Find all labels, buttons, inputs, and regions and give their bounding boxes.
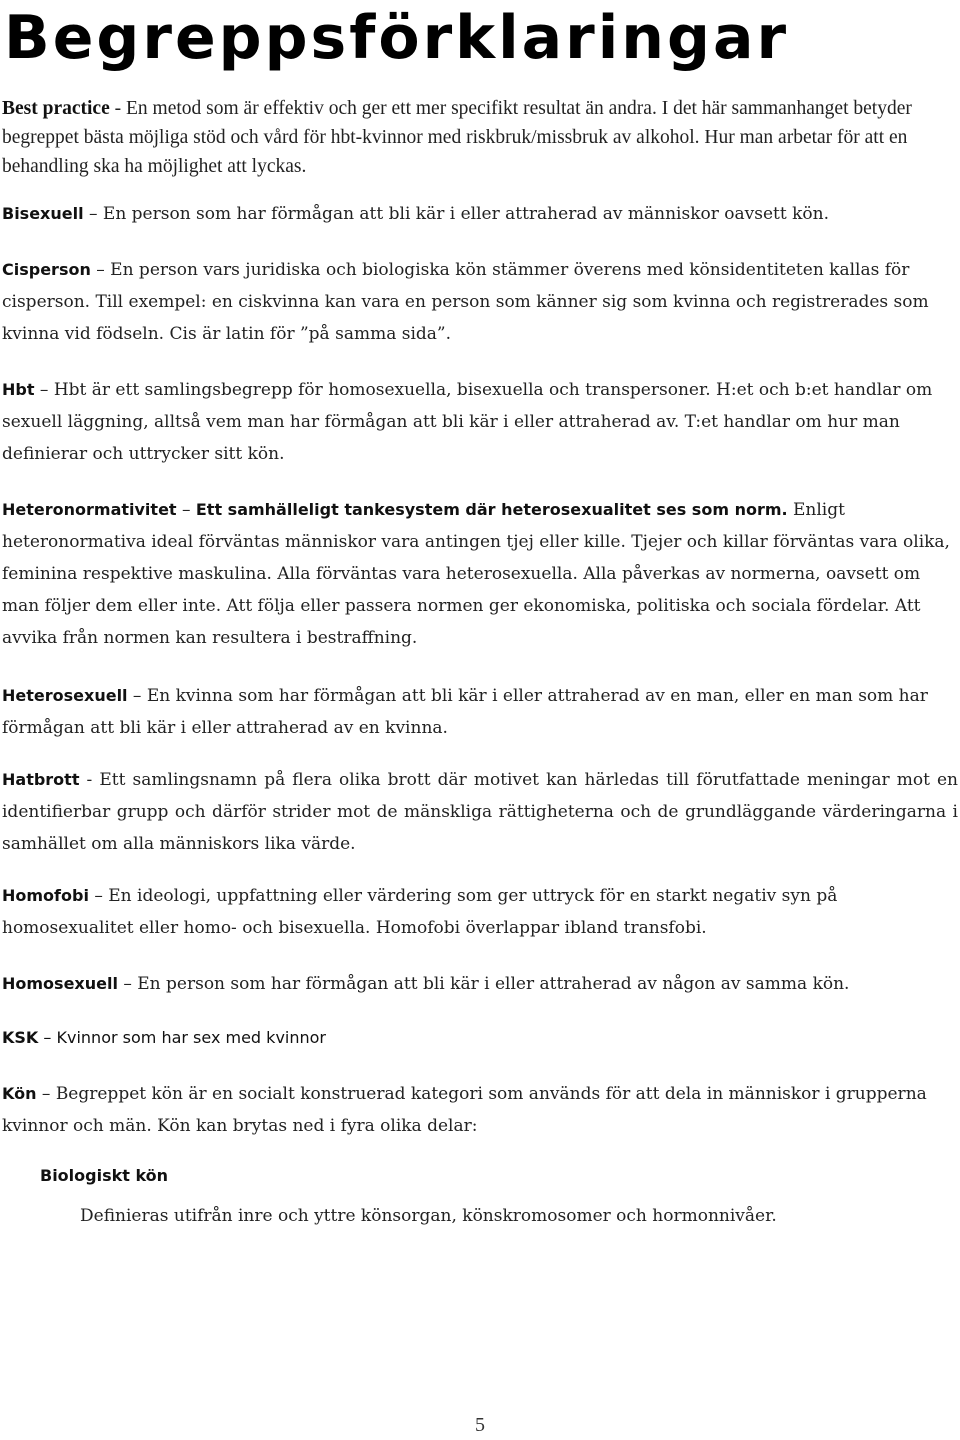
definition-text: Ett samlingsnamn på flera olika brott där motivet kan härledas till förutfattade meningar mot en identifierbar grupp och därför strider mot de mänskliga rättigheterna och de grundläggande värderingarna i samhället om alla människors lika värde.	[2, 770, 958, 854]
term-separator: –	[83, 204, 103, 224]
definition-text: En ideologi, uppfattning eller värdering som ger uttryck för en starkt negativ syn på homosexualitet eller homo- och bisexuella. Homofobi överlappar ibland transfobi.	[2, 886, 838, 938]
definition-best-practice	[2, 94, 958, 181]
term-separator: –	[127, 686, 147, 706]
definition-text: En person som har förmågan att bli kär i eller attraherad av någon av samma kön.	[137, 974, 850, 994]
page-number: 5	[475, 1414, 485, 1436]
term-label: Hbt	[2, 380, 35, 399]
term-label: Heterosexuell	[2, 686, 128, 705]
term-separator: -	[79, 770, 100, 790]
term-label: Homosexuell	[2, 974, 118, 993]
definition-bisexuell	[2, 198, 958, 230]
term-label: Hatbrott	[2, 770, 80, 789]
term-separator: –	[176, 500, 196, 520]
term-separator: –	[38, 1028, 57, 1047]
term-label: Cisperson	[2, 260, 91, 279]
definition-heterosexuell	[2, 680, 958, 744]
definition-text: Enligt heteronormativa ideal förväntas människor vara antingen tjej eller kille. Tjejer och killar förväntas vara olika, feminina respektive maskulina. Alla förväntas vara heterosexuella. Alla påverkas av normerna, oavsett om man följer dem eller inte. Att följa eller passera normen ger ekonomiska, politiska och sociala fördelar. Att avvika från normen kan resultera i bestraffning.	[2, 500, 950, 648]
definition-text: Hbt är ett samlingsbegrepp för homosexuella, bisexuella och transpersoner. H:et och b:et handlar om sexuell läggning, alltså vem man har förmågan att bli kär i eller attraherad av. T:et handlar om hur man definierar och uttrycker sitt kön.	[2, 380, 933, 464]
term-label: Homofobi	[2, 886, 89, 905]
term-label: KSK	[2, 1028, 39, 1047]
definition-text: En person som har förmågan att bli kär i eller attraherad av människor oavsett kön.	[102, 204, 829, 224]
definition-heteronormativitet	[2, 494, 958, 654]
definition-ksk	[2, 1022, 958, 1054]
definition-bold-text: Ett samhälleligt tankesystem där heterosexualitet ses som norm.	[195, 500, 788, 519]
term-separator: –	[90, 260, 111, 280]
subsection-text: Definieras utifrån inre och yttre könsorgan, könskromosomer och hormonnivåer.	[80, 1206, 777, 1226]
term-separator: –	[34, 380, 54, 400]
term-label: Bisexuell	[2, 204, 84, 223]
definition-homofobi	[2, 880, 958, 944]
definition-text: Kvinnor som har sex med kvinnor	[56, 1028, 326, 1047]
term-label: Best practice	[2, 98, 110, 119]
definition-text: Begreppet kön är en socialt konstruerad kategori som används för att dela in människor i grupperna kvinnor och män. Kön kan brytas ned i fyra olika delar:	[2, 1084, 927, 1136]
term-label: Heteronormativitet	[2, 500, 177, 519]
definition-hbt	[2, 374, 958, 470]
term-separator: –	[117, 974, 138, 994]
definition-homosexuell	[2, 968, 958, 1000]
definition-cisperson	[2, 254, 958, 350]
definition-kon	[2, 1078, 958, 1142]
page-title: Begreppsförklaringar	[4, 3, 790, 73]
term-separator: –	[88, 886, 109, 906]
definition-text: En person vars juridiska och biologiska kön stämmer överens med könsidentiteten kallas för cisperson. Till exempel: en ciskvinna kan vara en person som känner sig som kvinna och registrerades som kvinna vid födseln. Cis är latin för ”på samma sida”.	[2, 260, 929, 344]
definition-text: En kvinna som har förmågan att bli kär i eller attraherad av en man, eller en man som har förmågan att bli kär i eller attraherad av en kvinna.	[2, 686, 928, 738]
definition-text: En metod som är effektiv och ger ett mer specifikt resultat än andra. I det här sammanhanget betyder begreppet bästa möjliga stöd och vård för hbt-kvinnor med riskbruk/missbruk av alkohol. Hur man arbetar för att en behandling ska ha möjlighet att lyckas.	[2, 98, 912, 177]
term-separator: -	[109, 98, 126, 119]
definition-hatbrott	[2, 764, 958, 860]
subsection-heading: Biologiskt kön	[40, 1166, 169, 1185]
term-separator: –	[36, 1084, 56, 1104]
term-label: Kön	[2, 1084, 37, 1103]
